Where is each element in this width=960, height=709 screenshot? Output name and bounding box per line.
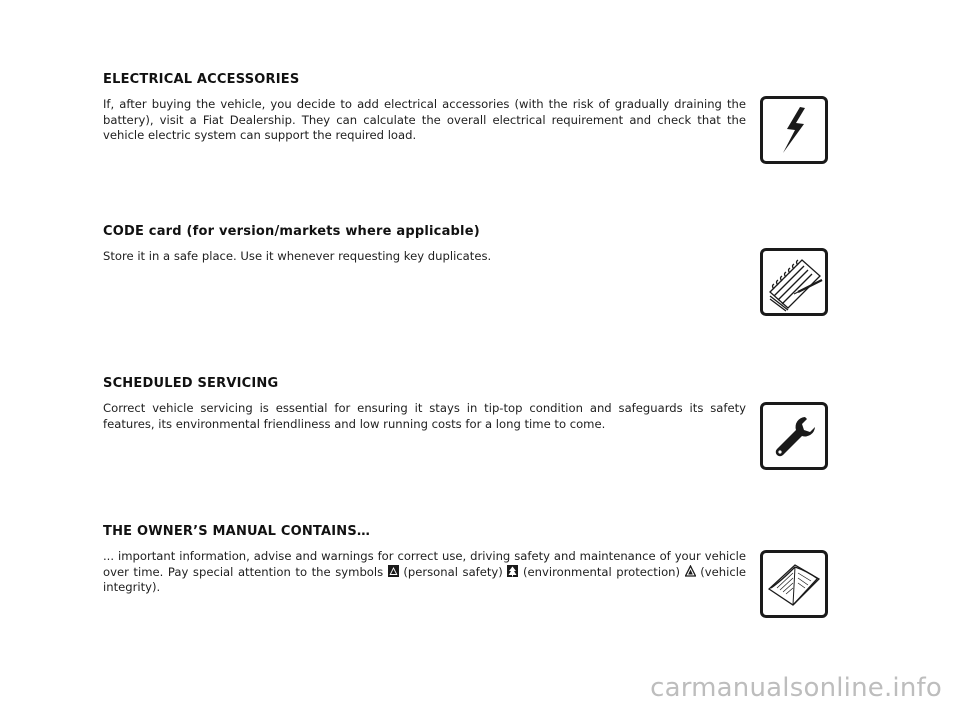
open-book-icon [760,550,828,618]
environmental-protection-icon [507,565,518,577]
body-text: (environmental protection) [523,564,681,579]
section-electrical-accessories [103,72,746,144]
section-code-card [103,224,746,265]
section-heading: ELECTRICAL ACCESSORIES [103,72,300,87]
section-body: Correct vehicle servicing is essential for ensuring it stays in tip-top condition and safeguards its safety features, its environmental friendliness and low running costs for a long time to come. [103,401,746,431]
section-heading: SCHEDULED SERVICING [103,376,279,391]
section-scheduled-servicing [103,376,746,432]
section-body: If, after buying the vehicle, you decide to add electrical accessories (with the risk of gradually draining the battery), visit a Fiat Dealership. They can calculate the overall electrical requirement and check that the vehicle electric system can support the required load. [103,97,746,142]
personal-safety-icon [388,565,399,577]
notepad-pen-icon [760,248,828,316]
lightning-bolt-icon [760,96,828,164]
section-heading: THE OWNER’S MANUAL CONTAINS… [103,524,371,539]
section-body [103,549,746,596]
body-text: (personal safety) [403,564,503,579]
body-text: (vehicle integrity). [103,564,747,594]
wrench-icon [760,402,828,470]
body-text: ... important information, advise and warnings for correct use, driving safety and maintenance of your vehicle over time. Pay special attention to the symbols [103,549,746,579]
section-heading: CODE card (for version/markets where applicable) [103,224,480,239]
section-owners-manual [103,524,746,596]
section-body: Store it in a safe place. Use it whenever requesting key duplicates. [103,249,492,263]
vehicle-integrity-icon [685,565,696,577]
watermark: carmanualsonline.info [650,673,942,703]
